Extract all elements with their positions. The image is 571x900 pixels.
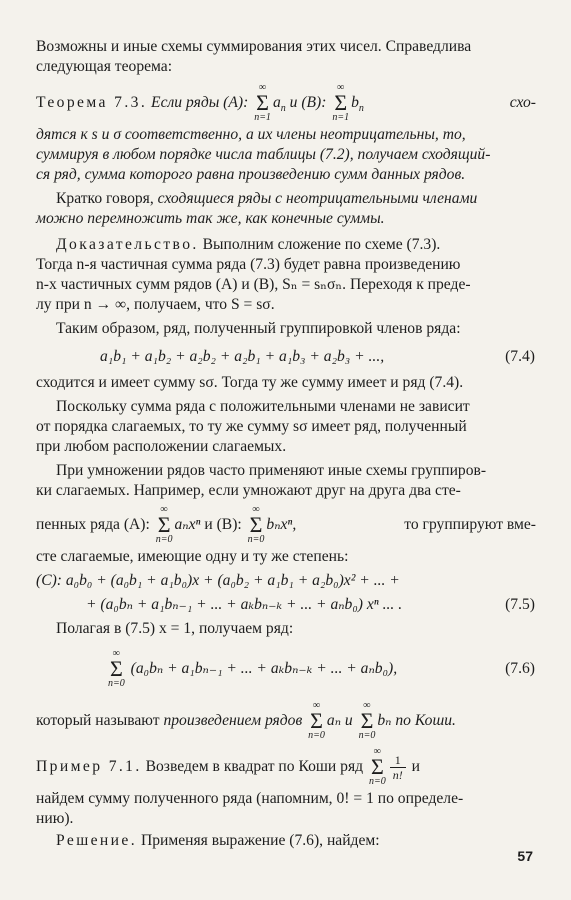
equation-c-line1: (C): a₀b₀ + (a₀b₁ + a₁b₀)x + (a₀b₂ + a₁b₁ + a₂b₀)x² + ... + <box>36 572 400 589</box>
text-line: ки слагаемых. Например, если умножают друг на друга два сте- <box>36 482 461 499</box>
equation-7-4: a₁b₁ + a₁b₂ + a₂b₂ + a₂b₁ + a₁b₃ + a₂b₃ + ..., <box>100 348 385 365</box>
text-line: нию). <box>36 810 74 827</box>
text-line: пенных ряда (A): ∞ Σ n=0 aₙxⁿ и (B): ∞ Σ n=0 bₙxⁿ, то группируют вме- <box>36 504 536 546</box>
sum-symbol: ∞ Σ n=0 <box>108 648 125 690</box>
equation-number: (7.4) <box>505 348 535 365</box>
sum-symbol: ∞ Σ n=1 <box>254 82 271 124</box>
proof-line: Доказательство. Выполним сложение по схеме (7.3). <box>56 236 441 253</box>
solution-heading: Решение. <box>56 832 138 849</box>
theorem-line: дятся к s и σ соответственно, а их члены неотрицательны, то, <box>36 126 466 143</box>
theorem-line: ся ряд, сумма которого равна произведению сумм данных рядов. <box>36 166 466 183</box>
theorem-heading: Теорема 7.3. <box>36 94 148 111</box>
sum-symbol: ∞ Σ n=0 <box>155 504 173 546</box>
text-line: Возможны и иные схемы суммирования этих чисел. Справедлива <box>36 38 472 55</box>
page-number: 57 <box>517 848 533 864</box>
equation-c-line2: + (a₀bₙ + a₁bₙ₋₁ + ... + aₖbₙ₋ₖ + ... + aₙb₀) xⁿ ... . <box>86 596 403 613</box>
text-line: который называют произведением рядов ∞ Σ n=0 aₙ и ∞ Σ n=0 bₙ по Коши. <box>36 700 456 742</box>
sum-symbol: ∞ Σ n=0 <box>247 504 265 546</box>
text-line: Полагая в (7.5) x = 1, получаем ряд: <box>56 620 294 637</box>
sum-symbol: ∞ Σ n=0 <box>358 700 376 742</box>
text-line: сходится и имеет сумму sσ. Тогда ту же сумму имеет и ряд (7.4). <box>36 374 464 391</box>
proof-line: лу при n → ∞, получаем, что S = sσ. <box>36 296 275 313</box>
sum-symbol: ∞ Σ n=0 <box>308 700 325 742</box>
proof-line: Тогда n-я частичная сумма ряда (7.3) будет равна произведению <box>36 256 461 273</box>
equation-number: (7.6) <box>505 660 535 677</box>
proof-heading: Доказательство. <box>56 236 199 253</box>
sum-symbol: ∞ Σ n=1 <box>332 82 350 124</box>
equation-number: (7.5) <box>505 596 535 613</box>
sum-symbol: ∞ Σ n=0 <box>368 746 386 788</box>
text-line: от порядка слагаемых, то ту же сумму sσ имеет ряд, полученный <box>36 418 467 435</box>
text-line: Поскольку сумма ряда с положительными членами не зависит <box>56 398 470 415</box>
text-line: следующая теорема: <box>36 58 173 75</box>
proof-line: n-х частичных сумм рядов (A) и (B), Sₙ = sₙσₙ. Переходя к преде- <box>36 276 471 293</box>
fraction: $\frac{1}{n!}$ <box>390 753 406 782</box>
text-line: сте слагаемые, имеющие одну и ту же степень: <box>36 548 349 565</box>
theorem-line: суммируя в любом порядке числа таблицы (7.2), получаем сходящий- <box>36 146 491 163</box>
equation-7-6: ∞ Σ n=0 (a₀bₙ + a₁bₙ₋₁ + ... + aₖbₙ₋ₖ + ... + aₙb₀), <box>108 648 398 690</box>
solution-line: Решение. Применяя выражение (7.6), найдем: <box>56 832 380 849</box>
text-line: найдем сумму полученного ряда (напомним, 0! = 1 по определе- <box>36 790 464 807</box>
text-line: при любом расположении слагаемых. <box>36 438 287 455</box>
text-line: При умножении рядов часто применяют иные схемы группиров- <box>56 462 487 479</box>
text-line: можно перемножить так же, как конечные суммы. <box>36 210 385 227</box>
text-line: Таким образом, ряд, полученный группировкой членов ряда: <box>56 320 461 337</box>
text-line: Кратко говоря, сходящиеся ряды с неотрицательными членами <box>56 190 478 207</box>
theorem-line: Теорема 7.3. Если ряды (A): ∞ Σ n=1 $a_n$ и (B): ∞ Σ n=1 $b_n$ схо- <box>36 82 536 124</box>
example-line: Пример 7.1. Возведем в квадрат по Коши ряд ∞ Σ n=0 $\frac{1}{n!}$ и <box>36 746 420 788</box>
example-heading: Пример 7.1. <box>36 758 142 775</box>
